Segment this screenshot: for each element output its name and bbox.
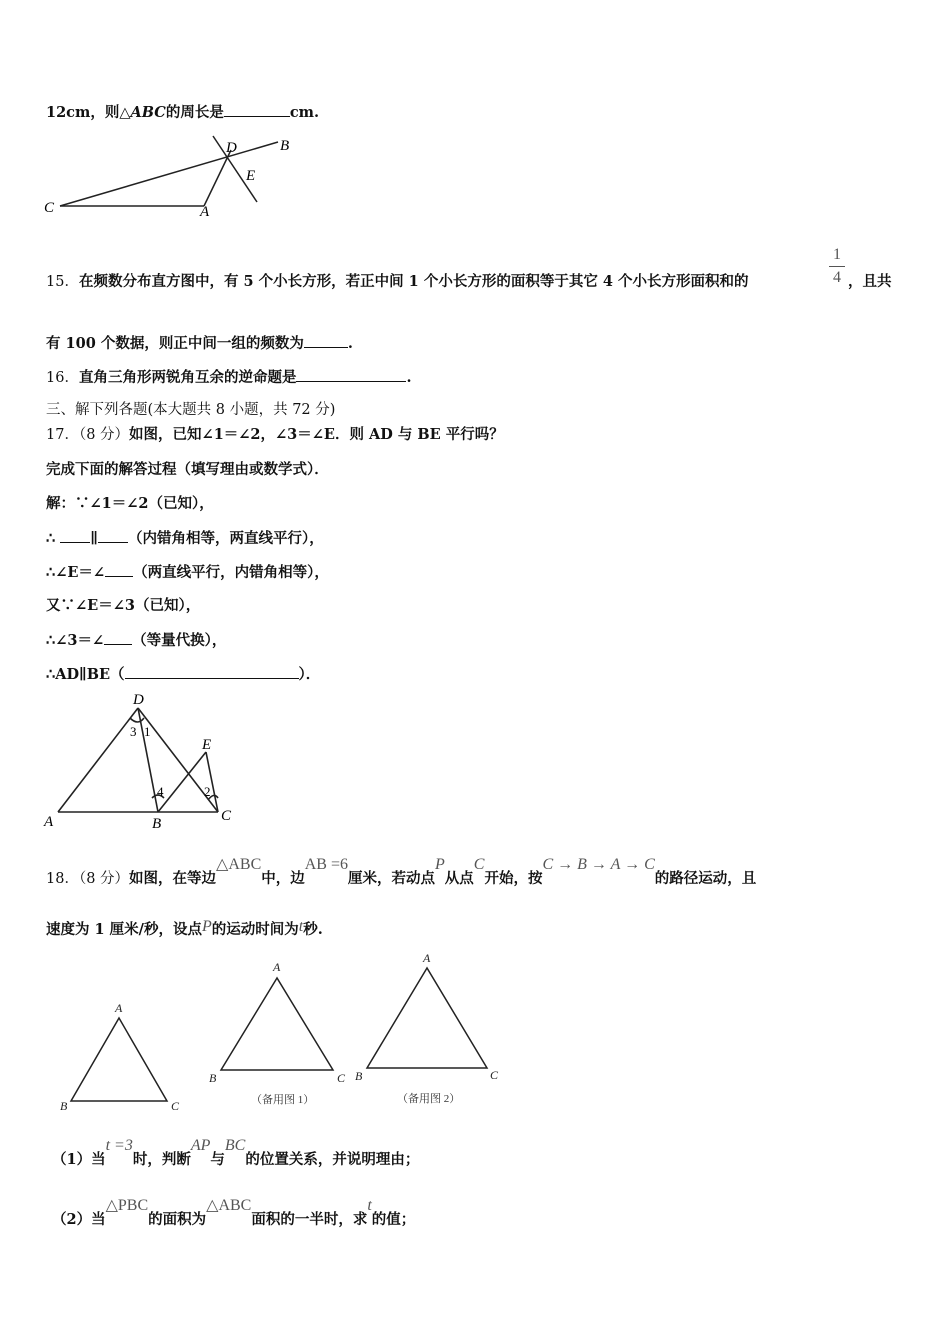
- answer-blank[interactable]: [60, 528, 90, 543]
- q17-step3: ∴∠E＝∠ （两直线平行，内错角相等），: [46, 564, 329, 581]
- q18-line1: 18．（8 分）如图，在等边△ABC中，边AB =6厘米，若动点P从点C开始，按C → B → A → C的路径运动，且: [46, 856, 757, 887]
- label-A: A: [273, 960, 281, 974]
- label-A: A: [423, 951, 431, 965]
- q17-step6: ∴AD∥BE（ ）．: [46, 666, 321, 683]
- answer-blank[interactable]: [105, 562, 133, 577]
- label-C: C: [221, 808, 232, 824]
- angle-4-label: 4: [157, 784, 164, 799]
- answer-blank[interactable]: [224, 102, 290, 117]
- q17-step1: 解：∵∠1＝∠2（已知），: [46, 495, 214, 512]
- q15-line2: 有 100 个数据，则正中间一组的频数为 .: [46, 335, 353, 352]
- answer-blank[interactable]: [104, 630, 132, 645]
- label-A: A: [200, 204, 210, 220]
- angle-2-label: 2: [204, 784, 211, 799]
- label-B: B: [152, 816, 162, 830]
- label-B: B: [209, 1071, 217, 1085]
- q16-line: 16．直角三角形两锐角互余的逆命题是 .: [46, 369, 412, 386]
- label-D: D: [226, 140, 237, 156]
- label-C: C: [171, 1099, 180, 1113]
- triangle-backup-1: [221, 978, 333, 1070]
- label-E: E: [202, 737, 212, 753]
- angle-1-label: 1: [144, 724, 151, 739]
- figure-q17: [40, 688, 250, 830]
- caption-backup-2: （备用图 2）: [397, 1093, 461, 1105]
- q17-step2: ∴ ∥ （内错角相等，两直线平行），: [46, 530, 324, 547]
- section-title: 三、解下列各题(本大题共 8 小题，共 72 分): [46, 402, 336, 418]
- label-B: B: [60, 1099, 68, 1113]
- answer-blank[interactable]: [98, 528, 128, 543]
- triangle-backup-2: [367, 968, 487, 1068]
- label-A: A: [44, 814, 54, 830]
- q17-step5: ∴∠3＝∠ （等量代换），: [46, 632, 227, 649]
- q17-instruction: 完成下面的解答过程（填写理由或数学式）．: [46, 461, 329, 478]
- q17-step4: 又∵∠E＝∠3（已知），: [46, 597, 201, 614]
- q14-line: 12cm，则△ABC的周长是 cm.: [46, 104, 320, 121]
- answer-blank[interactable]: [304, 333, 348, 348]
- label-C: C: [490, 1068, 499, 1082]
- triangle-main: [71, 1018, 167, 1101]
- figure-q14: [40, 130, 320, 225]
- label-B: B: [280, 138, 290, 154]
- label-D: D: [133, 692, 144, 708]
- label-C: C: [44, 200, 55, 216]
- q18-sub1: （1）当t =3时，判断AP与BC的位置关系，并说明理由；: [52, 1137, 420, 1168]
- caption-backup-1: （备用图 1）: [251, 1094, 315, 1106]
- q18-line2: 速度为 1 厘米/秒，设点P的运动时间为t秒.: [46, 918, 323, 938]
- q15-line1: 15．在频数分布直方图中，有 5 个小长方形，若正中间 1 个小长方形的面积等于其它 4 个小长方形面积和的: [46, 273, 749, 290]
- label-A: A: [115, 1001, 123, 1015]
- angle-3-label: 3: [130, 724, 137, 739]
- label-C: C: [337, 1071, 346, 1085]
- answer-blank[interactable]: [296, 367, 406, 382]
- q18-sub2: （2）当△PBC的面积为△ABC面积的一半时，求t的值；: [52, 1197, 416, 1228]
- q15-line1-end: ，且共: [848, 273, 892, 290]
- fraction-one-quarter: 1 4: [829, 246, 845, 287]
- q17-line: 17．（8 分）如图，已知∠1＝∠2，∠3＝∠E．则 AD 与 BE 平行吗？: [46, 426, 504, 443]
- label-E: E: [246, 168, 256, 184]
- answer-blank[interactable]: [125, 664, 299, 679]
- label-B: B: [355, 1069, 363, 1083]
- figure-q18: [55, 950, 515, 1115]
